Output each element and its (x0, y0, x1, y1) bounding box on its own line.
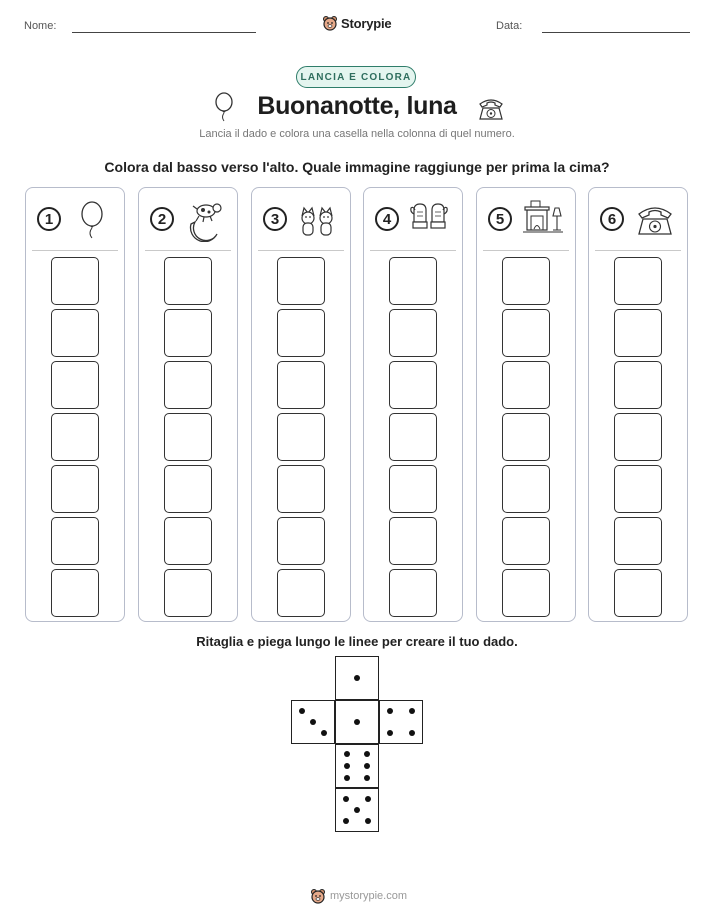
color-box[interactable] (277, 361, 325, 409)
die-pip (365, 796, 371, 802)
die-face-center (335, 700, 379, 744)
color-box[interactable] (164, 413, 212, 461)
color-box[interactable] (277, 309, 325, 357)
column-4 (363, 187, 463, 622)
color-box[interactable] (51, 465, 99, 513)
column-2 (138, 187, 238, 622)
color-box[interactable] (164, 465, 212, 513)
fireplace-room-icon (521, 198, 565, 242)
color-box[interactable] (164, 309, 212, 357)
color-box[interactable] (164, 517, 212, 565)
column-number: 1 (37, 207, 61, 231)
die-pip (387, 708, 393, 714)
color-box[interactable] (614, 465, 662, 513)
column-1 (25, 187, 125, 622)
balloon-icon (70, 198, 114, 242)
color-box[interactable] (277, 257, 325, 305)
die-pip (365, 818, 371, 824)
color-box[interactable] (51, 257, 99, 305)
color-box[interactable] (502, 257, 550, 305)
date-label: Data: (496, 20, 523, 32)
date-line (542, 32, 690, 33)
die-face-left (291, 700, 335, 744)
die-pip (343, 818, 349, 824)
color-box[interactable] (614, 569, 662, 617)
name-line (72, 32, 256, 33)
color-box[interactable] (277, 465, 325, 513)
die-pip (344, 751, 350, 757)
column-divider (32, 250, 118, 251)
bear-logo-icon (322, 15, 338, 31)
color-box[interactable] (51, 569, 99, 617)
column-divider (483, 250, 569, 251)
footer (310, 886, 407, 906)
die-pip (364, 763, 370, 769)
die-pip (343, 796, 349, 802)
telephone-icon (476, 94, 506, 122)
color-box[interactable] (502, 465, 550, 513)
color-box[interactable] (502, 361, 550, 409)
column-number: 4 (375, 207, 399, 231)
activity-badge: LANCIA E COLORA (296, 66, 416, 88)
column-5 (476, 187, 576, 622)
die-pip (364, 751, 370, 757)
column-divider (145, 250, 231, 251)
die-pip (344, 763, 350, 769)
mittens-icon (408, 198, 452, 242)
color-box[interactable] (389, 309, 437, 357)
color-box[interactable] (164, 257, 212, 305)
storypie-logo (322, 13, 391, 33)
die-face-bottom (335, 788, 379, 832)
die-pip (354, 675, 360, 681)
color-box[interactable] (51, 413, 99, 461)
name-label: Nome: (24, 20, 57, 32)
die-pip (321, 730, 327, 736)
color-box[interactable] (502, 569, 550, 617)
color-box[interactable] (614, 517, 662, 565)
color-box[interactable] (502, 517, 550, 565)
color-box[interactable] (164, 569, 212, 617)
die-face-right (379, 700, 423, 744)
column-divider (370, 250, 456, 251)
column-6 (588, 187, 688, 622)
column-number: 3 (263, 207, 287, 231)
color-box[interactable] (502, 413, 550, 461)
color-box[interactable] (614, 257, 662, 305)
column-divider (258, 250, 344, 251)
page-subtitle: Lancia il dado e colora una casella nella colonna di quel numero. (199, 128, 515, 140)
color-box[interactable] (614, 361, 662, 409)
game-instruction: Colora dal basso verso l'alto. Quale immagine raggiunge per prima la cima? (104, 159, 610, 175)
color-box[interactable] (277, 569, 325, 617)
die-pip (299, 708, 305, 714)
die-face-lower (335, 744, 379, 788)
color-box[interactable] (51, 309, 99, 357)
die-pip (354, 719, 360, 725)
color-box[interactable] (51, 517, 99, 565)
die-pip (364, 775, 370, 781)
color-box[interactable] (389, 361, 437, 409)
color-box[interactable] (51, 361, 99, 409)
column-number: 5 (488, 207, 512, 231)
page-title: Buonanotte, luna (257, 92, 457, 120)
die-pip (344, 775, 350, 781)
column-number: 2 (150, 207, 174, 231)
die-pip (409, 730, 415, 736)
column-3 (251, 187, 351, 622)
color-box[interactable] (614, 413, 662, 461)
color-box[interactable] (277, 517, 325, 565)
die-pip (310, 719, 316, 725)
bear-logo-icon (310, 888, 326, 904)
die-pip (409, 708, 415, 714)
die-pip (354, 807, 360, 813)
brand-name: Storypie (341, 15, 392, 31)
footer-url: mystorypie.com (330, 890, 408, 902)
color-box[interactable] (389, 465, 437, 513)
cow-jumping-moon-icon (183, 198, 227, 242)
color-box[interactable] (389, 413, 437, 461)
color-box[interactable] (389, 569, 437, 617)
color-box[interactable] (502, 309, 550, 357)
die-pip (387, 730, 393, 736)
column-number: 6 (600, 207, 624, 231)
color-box[interactable] (389, 257, 437, 305)
telephone-icon (633, 198, 677, 242)
color-box[interactable] (164, 361, 212, 409)
kittens-icon (296, 198, 340, 242)
balloon-icon (212, 92, 236, 122)
cut-instruction: Ritaglia e piega lungo le linee per creare il tuo dado. (196, 634, 518, 649)
color-box[interactable] (277, 413, 325, 461)
die-face-top (335, 656, 379, 700)
color-box[interactable] (389, 517, 437, 565)
color-box[interactable] (614, 309, 662, 357)
column-divider (595, 250, 681, 251)
